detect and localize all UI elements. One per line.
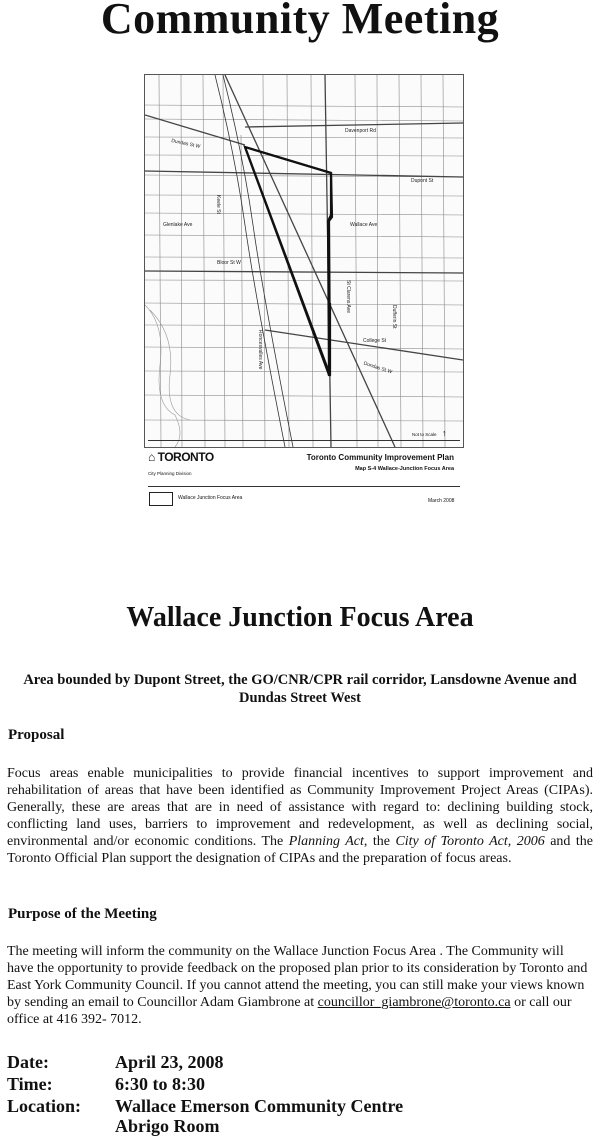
street-label: St Clarens Ave: [345, 280, 351, 313]
street-label: Glenlake Ave: [163, 222, 193, 228]
street-label: Dufferin St: [391, 305, 397, 329]
time-value: 6:30 to 8:30: [115, 1074, 205, 1094]
toronto-logo: ⌂ TORONTO: [148, 450, 214, 464]
location-value: Wallace Emerson Community Centre: [115, 1096, 404, 1116]
street-label: Keele St: [215, 195, 221, 214]
logo-subtitle: City Planning Division: [148, 471, 192, 476]
street-label: Bloor St W: [217, 260, 241, 266]
focus-area-title: Wallace Junction Focus Area: [126, 602, 474, 633]
street-label: Dupont St: [411, 178, 434, 184]
boundary-description: Area bounded by Dupont Street, the GO/CNR/CPR rail corridor, Lansdowne Avenue and Dundas Street West: [23, 672, 577, 706]
purpose-heading: Purpose of the Meeting: [8, 906, 157, 922]
plan-title: Toronto Community Improvement Plan: [306, 453, 454, 462]
divider: [148, 486, 460, 487]
map-footer: [148, 447, 458, 483]
email-link[interactable]: councillor_giambrone@toronto.ca: [317, 995, 511, 1010]
date-value: April 23, 2008: [115, 1052, 224, 1072]
purpose-text: The meeting will inform the community on the Wallace Junction Focus Area . The Community will have the opportunity to provide feedback on the proposed plan prior to its consideration by Toronto and East York Community Council. If you cannot attend the meeting, you can still make your views known by sending an email to Councillor Adam Giambrone at councillor_giambrone@toronto.ca or call our office at 416 392- 7012.: [7, 944, 588, 1027]
legend-label: Wallace Junction Focus Area: [178, 495, 243, 501]
page-title: Community Meeting: [100, 0, 500, 43]
map-date: March 2008: [428, 498, 455, 504]
focus-area-map: [144, 74, 464, 448]
city-hall-icon: ⌂: [148, 450, 158, 464]
plan-subtitle: Map S-4 Wallace-Junction Focus Area: [355, 466, 454, 472]
proposal-text: Focus areas enable municipalities to provide financial incentives to support improvement and rehabilitation of areas that have been identified as Community Improvement Project Areas (CIPAs). Generally, these are areas that are in need of assistance with regard to: declining building stock, conflicting land uses, barriers to improvement and redevelopment, as well as declining social, environmental and/or economic conditions. The Planning Act, the City of Toronto Act, 2006 and the Toronto Official Plan support the designation of CIPAs and the preparation of focus areas.: [7, 766, 593, 866]
street-label: Dundas St W: [170, 138, 201, 150]
street-label: College St: [363, 338, 387, 344]
legend-swatch: [149, 492, 173, 506]
street-label: Roncesvalles Ave: [257, 330, 263, 370]
street-label: Wallace Ave: [350, 222, 378, 228]
proposal-heading: Proposal: [8, 727, 65, 743]
location-label: Location:: [7, 1096, 81, 1116]
street-label: Davenport Rd: [345, 128, 376, 134]
time-label: Time:: [7, 1074, 53, 1094]
date-label: Date:: [7, 1052, 49, 1072]
divider: [148, 440, 460, 441]
scale-note: Not to Scale: [412, 432, 437, 437]
room-value: Abrigo Room: [115, 1116, 220, 1136]
street-grid: [145, 75, 463, 447]
street-label: Dundas St W: [362, 360, 393, 376]
north-arrow-icon: ↑: [442, 428, 447, 438]
